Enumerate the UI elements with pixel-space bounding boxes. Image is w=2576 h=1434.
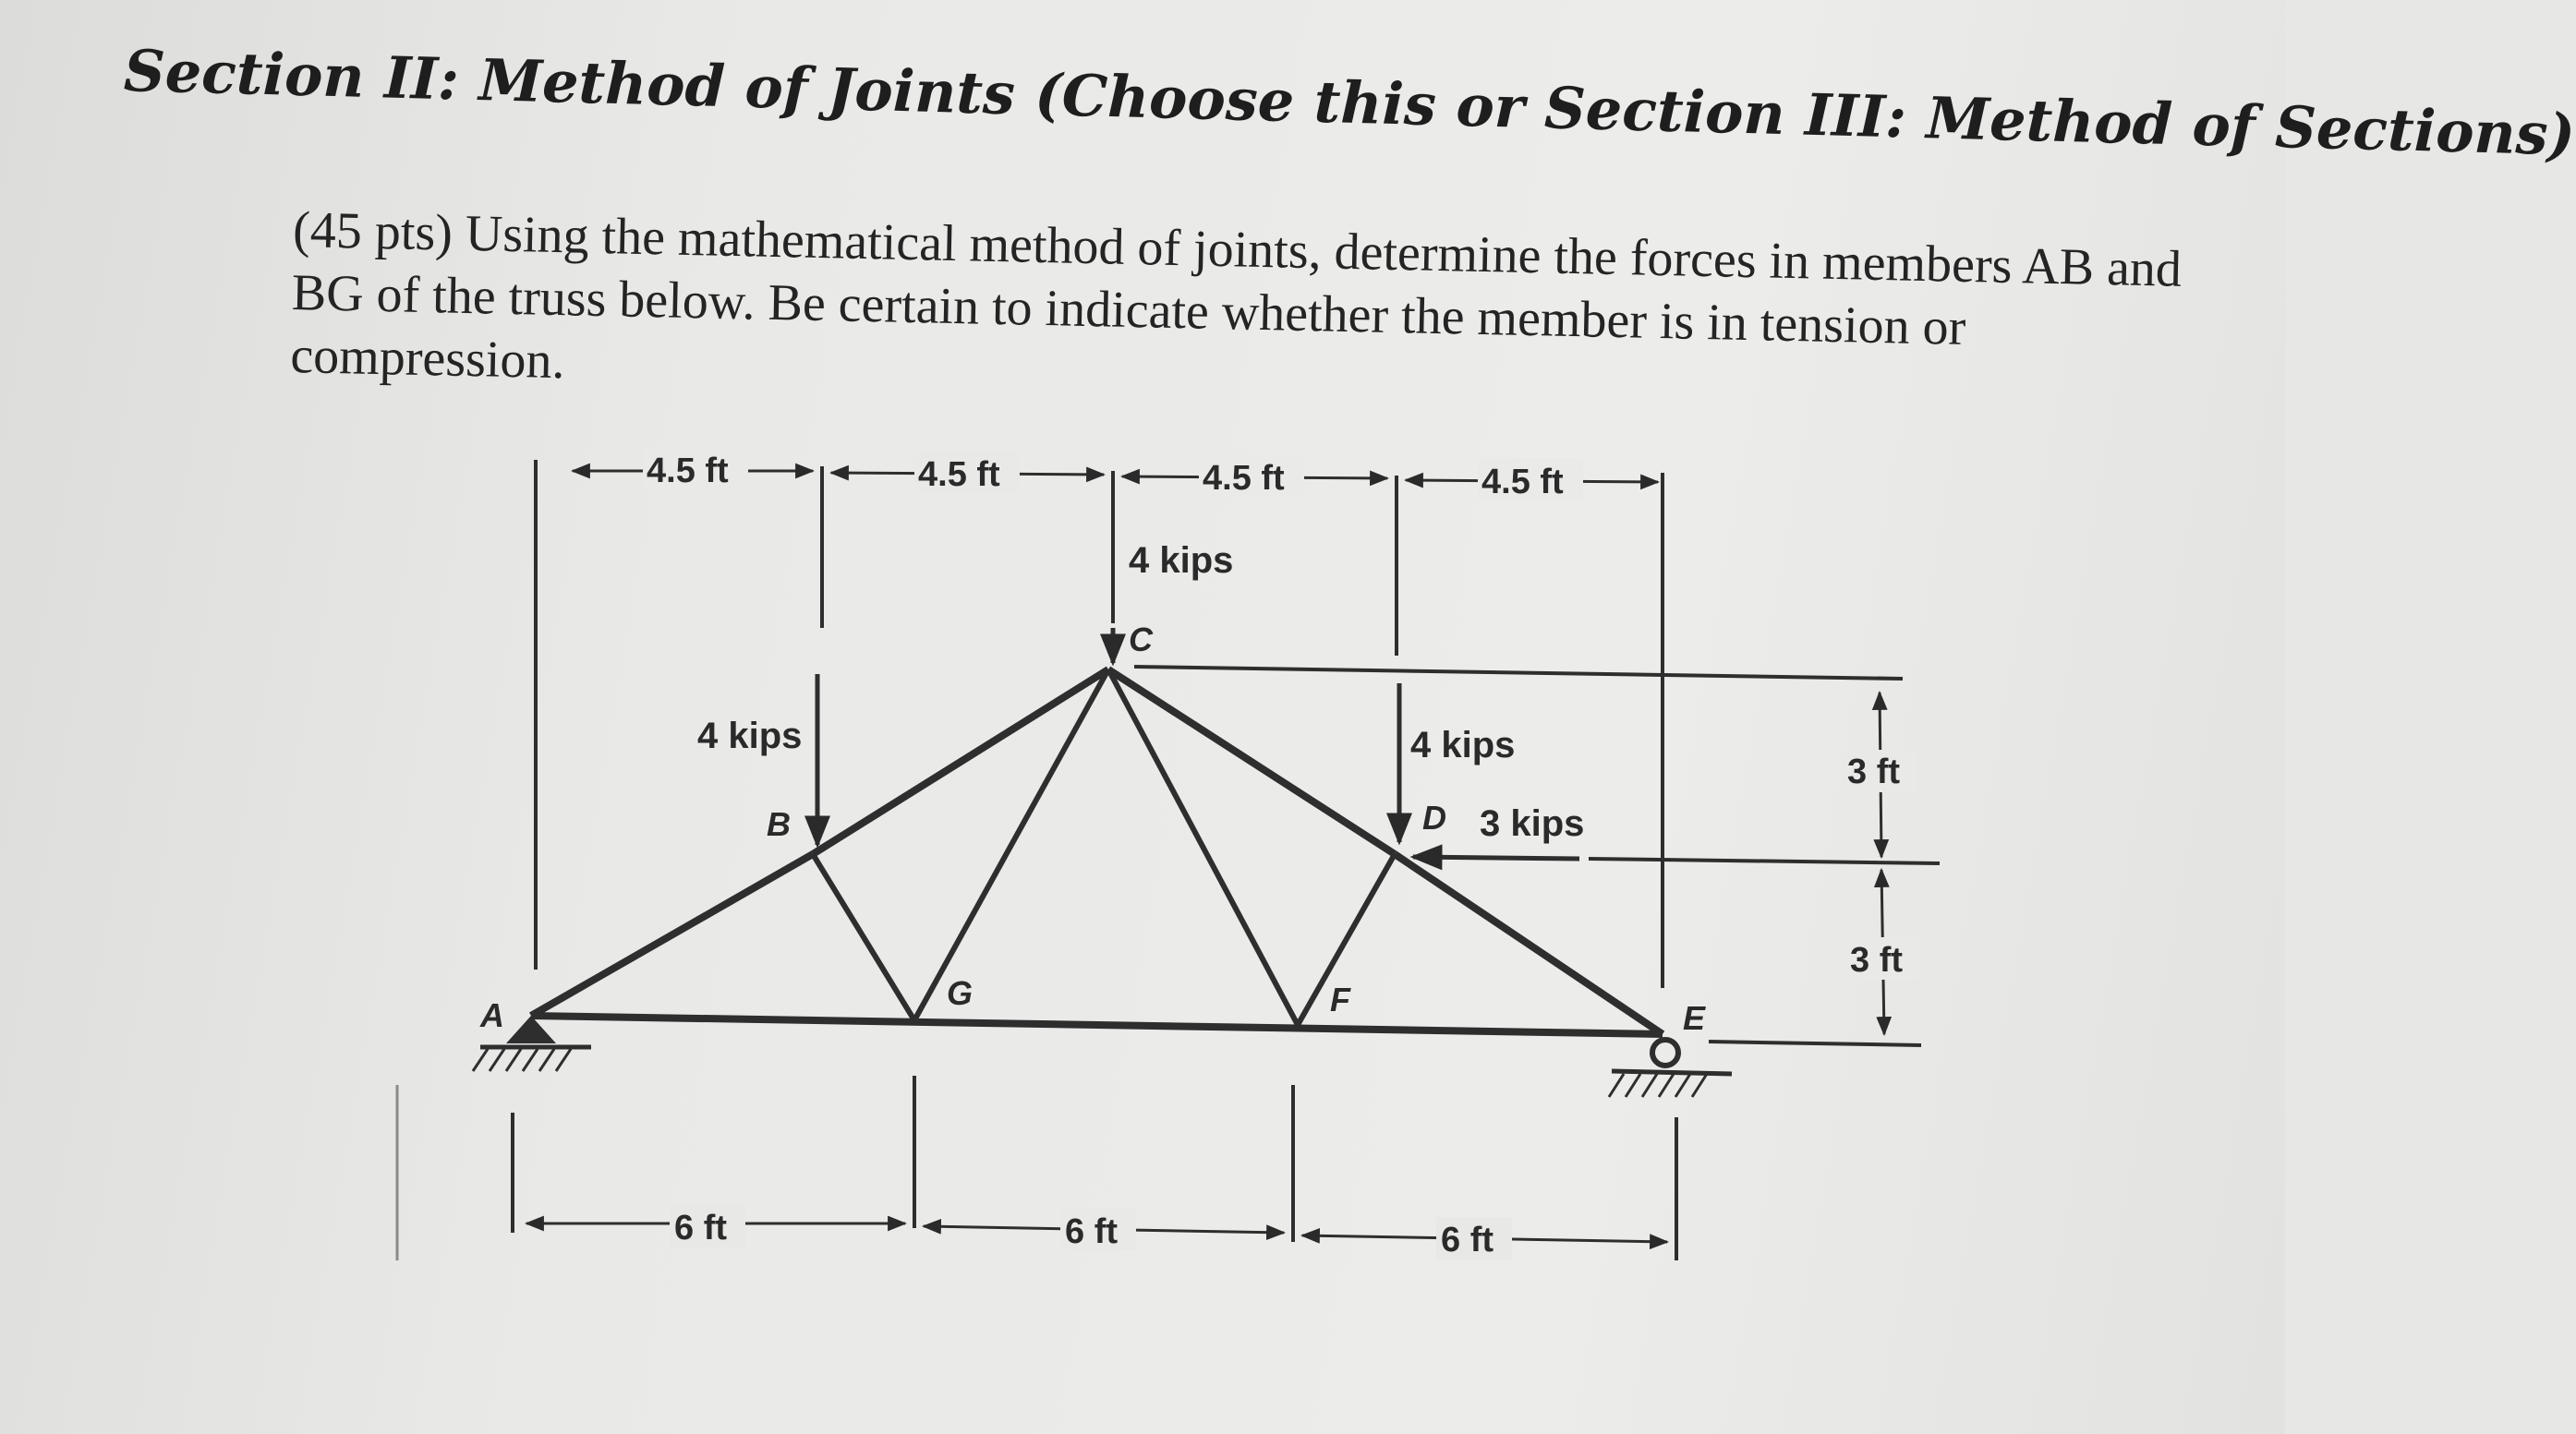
ext-line-E-right — [1709, 1042, 1921, 1045]
load-label-B: 4 kips — [697, 716, 803, 756]
member-AE — [531, 1016, 1663, 1034]
node-label-C: C — [1129, 621, 1153, 658]
node-label-F: F — [1330, 981, 1350, 1018]
dim-label-top-4: 4.5 ft — [1482, 463, 1564, 501]
member-GC — [914, 669, 1108, 1020]
load-label-D-horizontal: 3 kips — [1480, 803, 1585, 844]
load-label-D-vertical: 4 kips — [1410, 725, 1516, 765]
section-heading: Section II: Method of Joints (Choose this or Section III: Method of Sections) — [123, 37, 2576, 169]
ext-line-D-right — [1589, 859, 1940, 863]
roller-support-E — [1609, 1040, 1732, 1097]
member-CF — [1108, 669, 1298, 1025]
load-arrow-D-horizontal — [1413, 857, 1579, 859]
member-BG — [813, 854, 914, 1020]
problem-prompt: (45 pts) Using the mathematical method of joints, determine the forces in members AB and BG of the truss below. Be certain to indicate whether the member is in tension or compression. — [289, 200, 2183, 391]
dim-label-right-2: 3 ft — [1850, 941, 1903, 980]
node-label-E: E — [1683, 999, 1706, 1037]
node-label-B: B — [767, 805, 791, 843]
load-label-C: 4 kips — [1129, 540, 1234, 581]
dim-label-top-1: 4.5 ft — [647, 452, 729, 490]
member-CD — [1108, 669, 1395, 854]
dim-label-bottom-2: 6 ft — [1065, 1212, 1118, 1251]
node-label-A: A — [480, 996, 504, 1034]
dim-label-top-3: 4.5 ft — [1203, 459, 1285, 498]
ext-line-C-right — [1134, 667, 1903, 679]
dim-label-bottom-3: 6 ft — [1441, 1221, 1494, 1259]
member-AB — [531, 854, 813, 1016]
dim-label-bottom-1: 6 ft — [674, 1209, 727, 1247]
member-BC — [813, 669, 1108, 854]
dim-label-top-2: 4.5 ft — [918, 455, 1000, 494]
node-label-D: D — [1422, 799, 1446, 837]
dim-label-right-1: 3 ft — [1847, 753, 1900, 791]
member-DE — [1395, 854, 1663, 1034]
node-label-G: G — [947, 974, 974, 1012]
